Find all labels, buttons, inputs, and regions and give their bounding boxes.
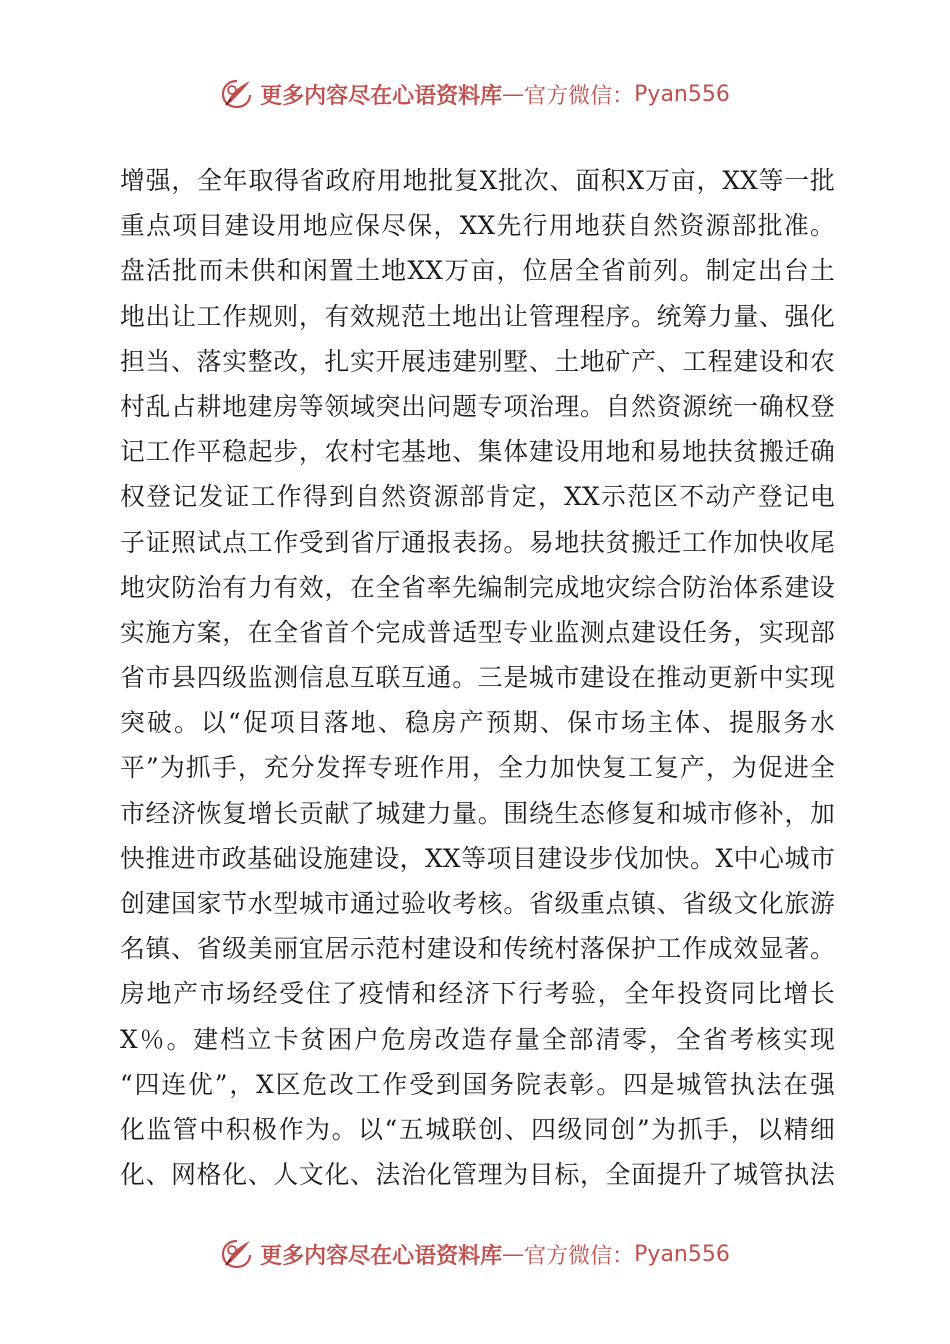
- watermark-site-text: 更多内容尽在心语资料库: [260, 82, 503, 109]
- document-body: [120, 158, 835, 1197]
- footer-watermark: [0, 1234, 950, 1274]
- text-line: 地灾防治有力有效，在全省率先编制完成地灾综合防治体系建设: [120, 572, 835, 602]
- watermark-separator: —: [502, 1241, 525, 1267]
- text-line: 省市县四级监测信息互联互通。三是城市建设在推动更新中实现: [120, 663, 835, 693]
- text-line: 村乱占耕地建房等领域突出问题专项治理。自然资源统一确权登: [120, 391, 835, 421]
- text-line: X％。建档立卡贫困户危房改造存量全部清零，全省考核实现: [120, 1024, 835, 1054]
- text-line: 增强，全年取得省政府用地批复X批次、面积X万亩，XX等一批: [120, 166, 835, 195]
- watermark-site-text: 更多内容尽在心语资料库: [260, 1242, 503, 1269]
- header-watermark: [0, 74, 950, 114]
- quill-pen-swirl-icon: [220, 77, 254, 111]
- watermark-wechat-id: Pyan556: [634, 81, 730, 107]
- text-line: 快推进市政基础设施建设，XX等项目建设步伐加快。X中心城市: [120, 843, 835, 873]
- text-line: 担当、落实整改，扎实开展违建别墅、土地矿产、工程建设和农: [120, 346, 835, 376]
- text-line: 名镇、省级美丽宜居示范村建设和传统村落保护工作成效显著。: [120, 934, 835, 964]
- text-line: 突破。以“促项目落地、稳房产预期、保市场主体、提服务水: [120, 708, 835, 738]
- text-line: 平”为抓手，充分发挥专班作用，全力加快复工复产，为促进全: [120, 753, 835, 783]
- text-line: 盘活批而未供和闲置土地XX万亩，位居全省前列。制定出台土: [120, 256, 835, 286]
- text-line: 地出让工作规则，有效规范土地出让管理程序。统筹力量、强化: [120, 301, 835, 331]
- text-line: 实施方案，在全省首个完成普适型专业监测点建设任务，实现部: [120, 617, 835, 647]
- watermark-separator: —: [502, 81, 525, 107]
- watermark-wechat-label: 官方微信：: [524, 83, 635, 109]
- quill-pen-swirl-icon: [220, 1237, 254, 1271]
- watermark-wechat-id: Pyan556: [634, 1241, 730, 1267]
- text-line: 权登记发证工作得到自然资源部肯定，XX示范区不动产登记电: [120, 482, 835, 512]
- text-line: 创建国家节水型城市通过验收考核。省级重点镇、省级文化旅游: [120, 889, 835, 918]
- text-line: 化、网格化、人文化、法治化管理为目标，全面提升了城管执法: [120, 1160, 835, 1190]
- text-line: 子证照试点工作受到省厅通报表扬。易地扶贫搬迁工作加快收尾: [120, 527, 835, 557]
- text-line: 化监管中积极作为。以“五城联创、四级同创”为抓手，以精细: [120, 1114, 835, 1144]
- watermark-wechat-label: 官方微信：: [524, 1243, 635, 1269]
- text-line: 记工作平稳起步，农村宅基地、集体建设用地和易地扶贫搬迁确: [120, 437, 835, 467]
- text-line: 房地产市场经受住了疫情和经济下行考验，全年投资同比增长: [120, 979, 835, 1009]
- text-line: 市经济恢复增长贡献了城建力量。围绕生态修复和城市修补，加: [120, 798, 835, 828]
- text-line: 重点项目建设用地应保尽保，XX先行用地获自然资源部批准。: [120, 211, 835, 241]
- text-line: “四连优”，X区危改工作受到国务院表彰。四是城管执法在强: [120, 1069, 835, 1099]
